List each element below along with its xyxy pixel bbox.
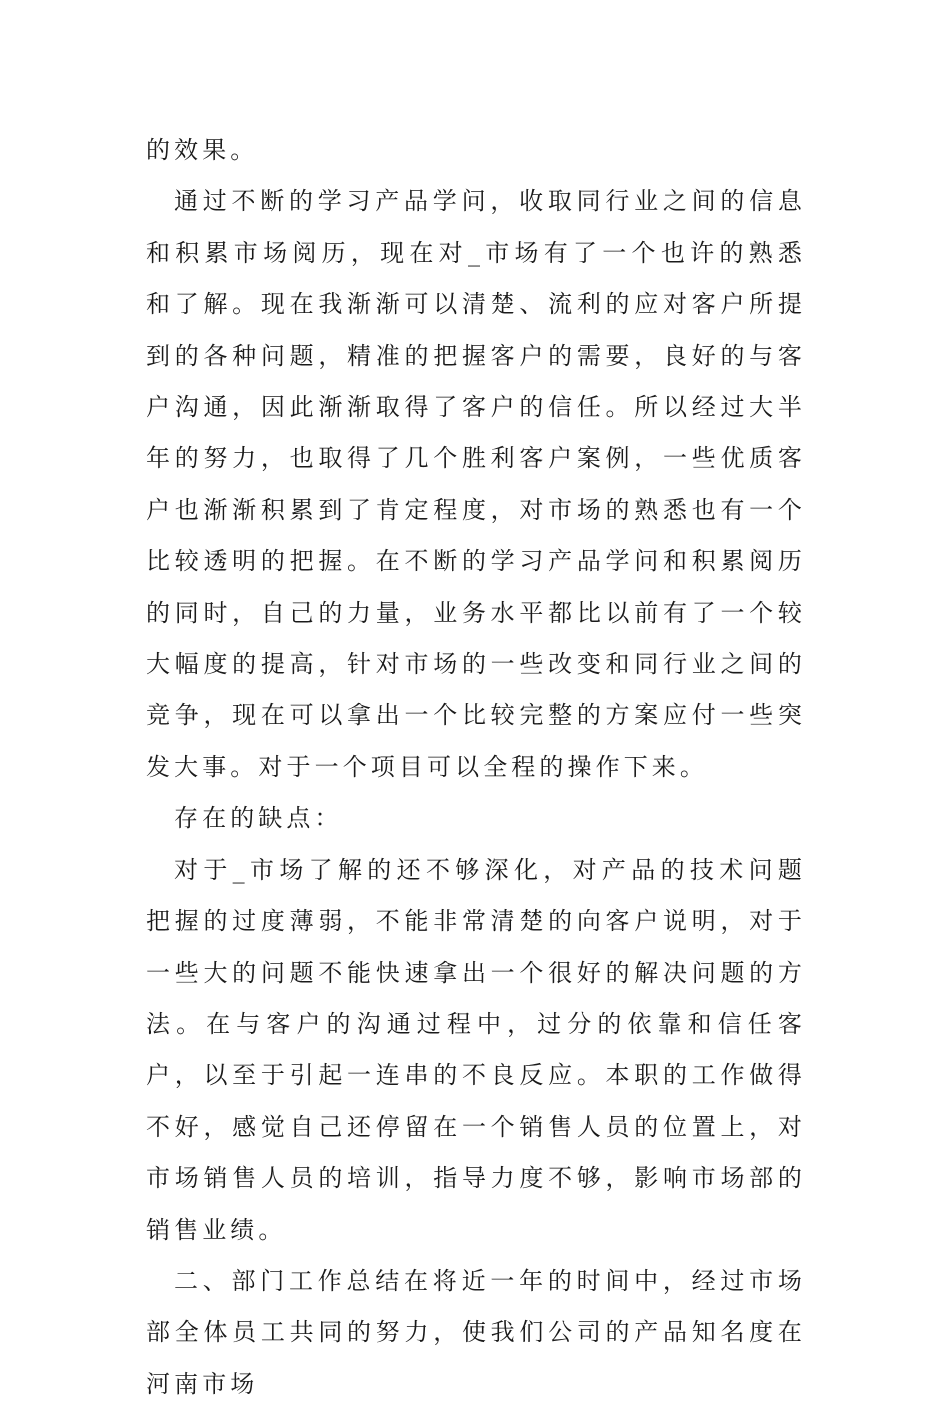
paragraph-department-summary: 二、部门工作总结在将近一年的时间中，经过市场部全体员工共同的努力，使我们公司的产品知名度在河南市场 — [146, 1266, 806, 1398]
paragraph-shortcomings: 对于_市场了解的还不够深化，对产品的技术问题把握的过度薄弱，不能非常清楚的向客户说明，对于一些大的问题不能快速拿出一个很好的解决问题的方法。在与客户的沟通过程中，过分的依靠和信任客户，以至于引起一连串的不良反应。本职的工作做得不好，感觉自己还停留在一个销售人员的位置上，对市场销售人员的培训，指导力度不够，影响市场部的销售业绩。 — [146, 855, 806, 1244]
paragraph-continuation: 的效果。 — [146, 136, 259, 164]
paragraph-shortcomings-heading: 存在的缺点： — [174, 804, 343, 833]
paragraph-learning-progress: 通过不断的学习产品学问，收取同行业之间的信息和积累市场阅历，现在对_市场有了一个也许的熟悉和了解。现在我渐渐可以清楚、流利的应对客户所提到的各种问题，精准的把握客户的需要，良好的与客户沟通，因此渐渐取得了客户的信任。所以经过大半年的努力，也取得了几个胜利客户案例，一些优质客户也渐渐积累到了肯定程度，对市场的熟悉也有一个比较透明的把握。在不断的学习产品学问和积累阅历的同时，自己的力量，业务水平都比以前有了一个较大幅度的提高，针对市场的一些改变和同行业之间的竞争，现在可以拿出一个比较完整的方案应付一些突发大事。对于一个项目可以全程的操作下来。 — [146, 187, 806, 781]
document-body — [146, 125, 806, 1410]
